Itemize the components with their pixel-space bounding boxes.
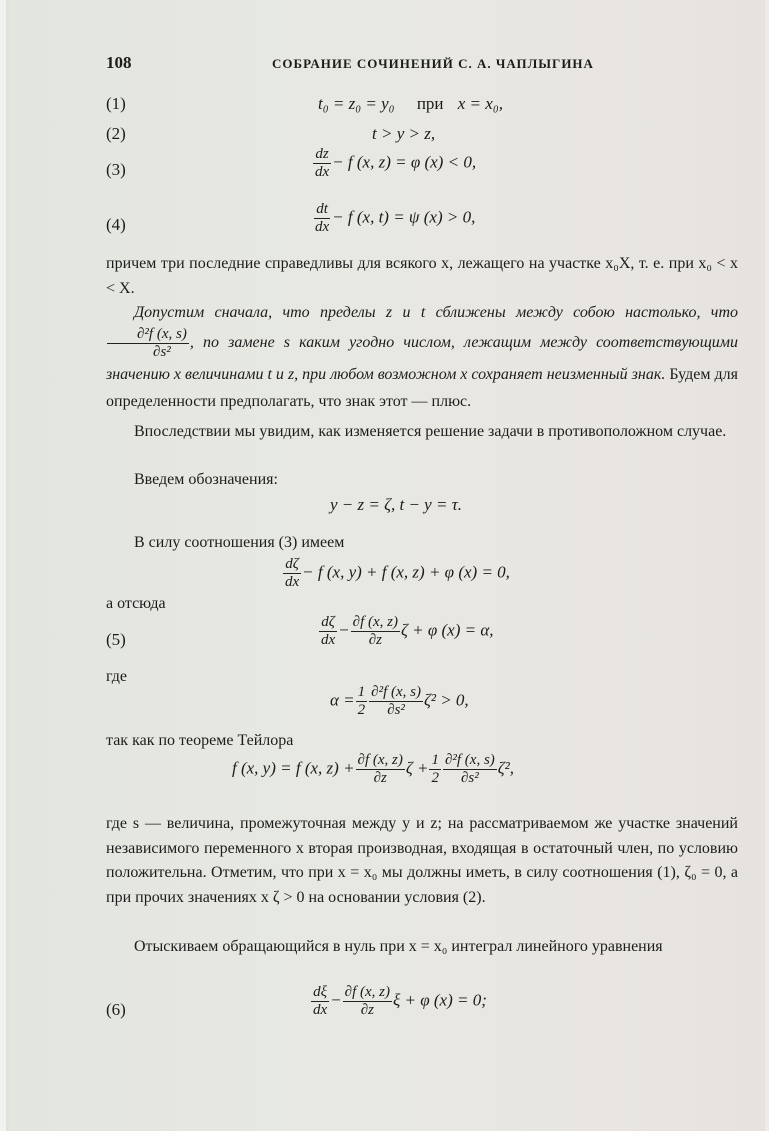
paragraph-notation-intro: Введем обозначения: <box>134 471 278 488</box>
notation-equation: y − z = ζ, t − y = τ. <box>330 495 463 514</box>
equation-4: $\frac{dt}{dx}$ − f (x, t) = ψ (x) > 0, <box>315 201 476 235</box>
equation-2: t > y > z, <box>372 124 436 143</box>
paragraph-assumption: Допустим сначала, что пределы z и t сближены между собою настолько, что $\frac{\text{∂²f (x, s)}}{\text{∂s²}}$ , по замене s каким угодно числом, лежащим между соответствующими значению x величинами t и z, при любом возможном x сохраняет неизменный знак. Будем для определенности предполагать, что знак этот — плюс. <box>106 304 738 410</box>
equation-label-6: (6) <box>106 1000 126 1019</box>
equation-label-4: (4) <box>106 215 126 234</box>
fraction: $\frac{\text{∂²f (x, s)}}{\text{∂s²}}$ <box>107 326 189 361</box>
fraction: $\frac{d\xi}{dx}$ <box>313 984 328 1018</box>
equation-1-rhs: x = x₀, <box>457 94 503 113</box>
equation-label-2: (2) <box>106 124 126 143</box>
paragraph-interval: причем три последние справедливы для всякого x, лежащего на участке x₀X, т. е. при x₀ < x < X. <box>106 255 738 297</box>
equation-6: $\frac{d\xi}{dx}$ − $\frac{\partial f (x, z)}{\partial z}$ ξ + φ (x) = 0; <box>313 984 487 1018</box>
equation-1-lhs: t₀ = z₀ = y₀ <box>318 94 395 113</box>
fraction: $\frac{dz}{dx}$ <box>315 146 330 180</box>
equation-label-5: (5) <box>106 630 126 649</box>
equation-1 <box>318 94 503 114</box>
fraction: $\frac{\partial f (x, z)}{\partial z}$ <box>352 614 398 648</box>
equation-label-3: (3) <box>106 160 126 179</box>
fraction: $\frac{\partial f (x, z)}{\partial z}$ <box>344 984 390 1018</box>
equation-taylor: f (x, y) = f (x, z) + $\frac{\partial f (x, z)}{\partial z}$ ζ + $\frac{1}{2}$ $\frac{\text{∂²f (x, s)}}{\text{∂s²}}$ ζ², <box>232 752 515 786</box>
equation-alpha: α = $\frac{1}{2}$ $\frac{\text{∂²f (x, s)}}{\text{∂s²}}$ ζ² > 0, <box>330 684 469 718</box>
fraction: $\frac{1}{2}$ <box>431 752 439 786</box>
text-taylor-intro: так как по теореме Тейлора <box>106 732 294 749</box>
fraction: $\frac{d\zeta}{dx}$ <box>285 556 300 590</box>
text-where: где <box>106 668 128 685</box>
fraction: $\frac{d\zeta}{dx}$ <box>321 614 336 648</box>
fraction: $\frac{\text{∂²f (x, s)}}{\text{∂s²}}$ <box>444 752 495 786</box>
equation-1-cond: при <box>416 94 444 113</box>
fraction: $\frac{\partial f (x, z)}{\partial z}$ <box>357 752 403 786</box>
paragraph-later: Впоследствии мы увидим, как изменяется решение задачи в противоположном случае. <box>134 423 727 440</box>
running-head: СОБРАНИЕ СОЧИНЕНИЙ С. А. ЧАПЛЫГИНА <box>272 56 594 71</box>
fraction: $\frac{1}{2}$ <box>357 684 366 718</box>
paragraph-intermediate-value: где s — величина, промежуточная между y и z; на рассматриваемом же участке значений независимого переменного x вторая производная, входящая в остаточный член, по условию положительна. Отметим, что при x = x₀ мы должны иметь, в силу соотношения (1), ζ₀ = 0, а при прочих значениях x ζ > 0 на основании условия (2). <box>106 815 738 906</box>
equation-relation-3: $\frac{d\zeta}{dx}$ − f (x, y) + f (x, z) + φ (x) = 0, <box>285 556 510 590</box>
page-number: 108 <box>106 53 132 72</box>
paragraph-by-relation: В силу соотношения (3) имеем <box>134 534 345 551</box>
equation-3: $\frac{dz}{dx}$ − f (x, z) = φ (x) < 0, <box>315 146 477 180</box>
fraction: $\frac{dt}{dx}$ <box>315 201 330 235</box>
equation-5: $\frac{d\zeta}{dx}$ − $\frac{\partial f (x, z)}{\partial z}$ ζ + φ (x) = α, <box>321 614 494 648</box>
equation-label-1: (1) <box>106 94 126 113</box>
fraction: $\frac{\text{∂²f (x, s)}}{\text{∂s²}}$ <box>371 684 421 718</box>
text-hence: а отсюда <box>106 595 166 612</box>
paragraph-seek-integral: Отыскиваем обращающийся в нуль при x = x₀ интеграл линейного уравнения <box>134 938 663 955</box>
